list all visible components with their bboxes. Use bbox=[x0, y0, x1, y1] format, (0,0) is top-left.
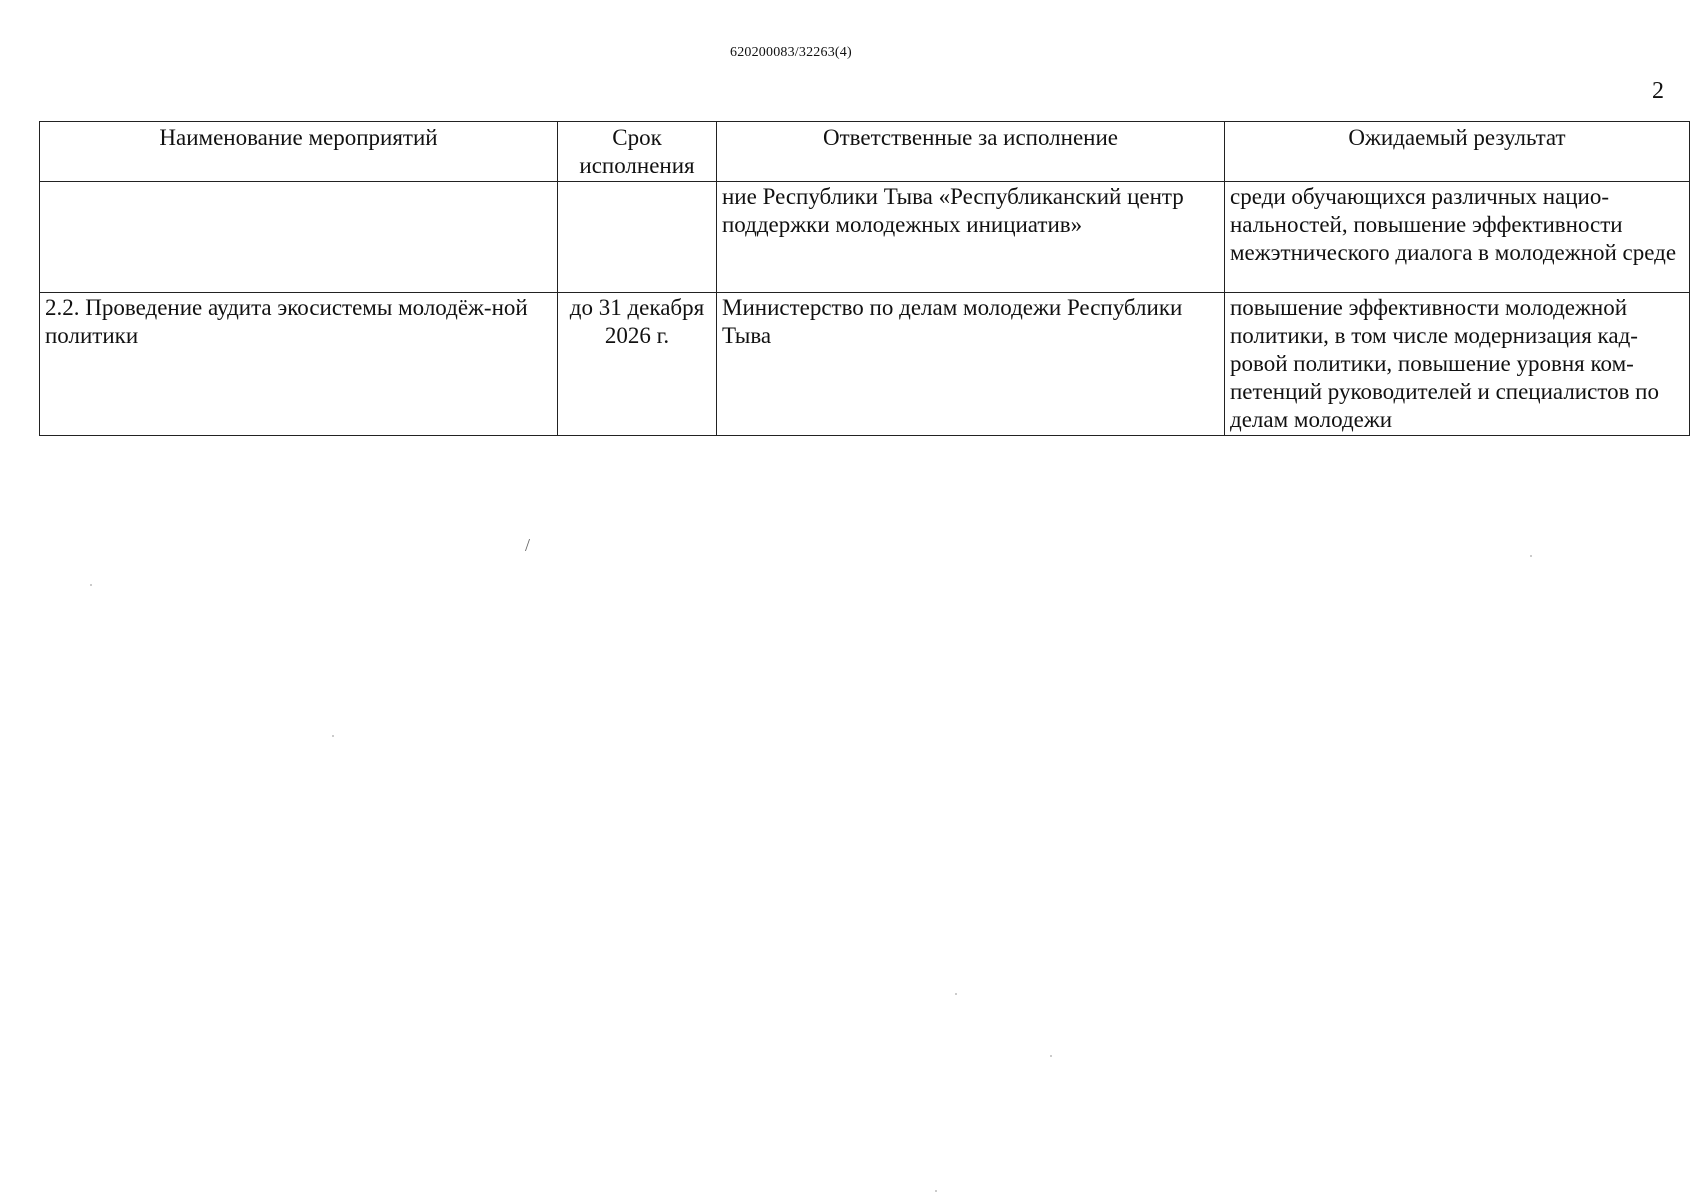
table-header-row bbox=[40, 122, 1690, 182]
scan-mark: / bbox=[525, 535, 531, 555]
events-table bbox=[39, 121, 1690, 436]
scan-speck bbox=[332, 735, 334, 737]
cell-deadline: до 31 декабря 2026 г. bbox=[558, 293, 717, 436]
scan-speck bbox=[935, 1190, 937, 1192]
cell-name bbox=[40, 182, 558, 293]
cell-result: среди обучающихся различных нацио-нальностей, повышение эффективности межэтнического диалога в молодежной среде bbox=[1225, 182, 1690, 293]
cell-responsible: Министерство по делам молодежи Республики Тыва bbox=[717, 293, 1225, 436]
page-number: 2 bbox=[1652, 78, 1664, 104]
table-row bbox=[40, 293, 1690, 436]
table-row bbox=[40, 182, 1690, 293]
column-header-name: Наименование мероприятий bbox=[40, 122, 558, 182]
column-header-deadline: Срок исполнения bbox=[558, 122, 717, 182]
cell-responsible: ние Республики Тыва «Республиканский центр поддержки молодежных инициатив» bbox=[717, 182, 1225, 293]
cell-deadline bbox=[558, 182, 717, 293]
cell-name: 2.2. Проведение аудита экосистемы молодёж-ной политики bbox=[40, 293, 558, 436]
column-header-responsible: Ответственные за исполнение bbox=[717, 122, 1225, 182]
scan-speck bbox=[1050, 1055, 1052, 1057]
document-id: 620200083/32263(4) bbox=[730, 45, 852, 60]
column-header-result: Ожидаемый результат bbox=[1225, 122, 1690, 182]
scan-speck bbox=[1530, 555, 1532, 557]
scan-speck bbox=[955, 993, 957, 995]
scan-speck bbox=[90, 584, 92, 586]
cell-result: повышение эффективности молодежной политики, в том числе модернизация кад-ровой политики, повышение уровня ком-петенций руководителей и специалистов по делам молодежи bbox=[1225, 293, 1690, 436]
